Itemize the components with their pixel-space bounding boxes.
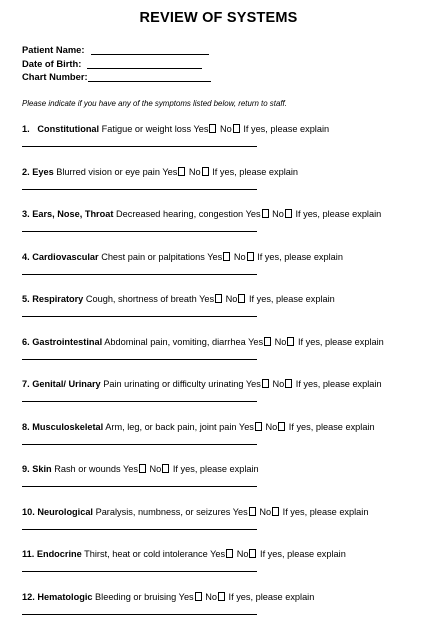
- explain-text: If yes, please explain: [282, 507, 369, 517]
- explanation-line[interactable]: [22, 486, 257, 487]
- explain-text: If yes, please explain: [295, 209, 382, 219]
- explanation-line[interactable]: [22, 529, 257, 530]
- yes-checkbox[interactable]: [209, 124, 216, 133]
- item-description: Arm, leg, or back pain, joint pain: [105, 422, 237, 432]
- explanation-line[interactable]: [22, 231, 257, 232]
- item-number: 2.: [22, 167, 30, 177]
- explanation-line[interactable]: [22, 146, 257, 147]
- item-category: Hematologic: [37, 592, 93, 602]
- item-number: 6.: [22, 337, 30, 347]
- explanation-line[interactable]: [22, 401, 257, 402]
- yes-label: Yes: [248, 337, 264, 347]
- explain-text: If yes, please explain: [243, 124, 330, 134]
- no-label: No: [225, 294, 238, 304]
- symptom-item: [22, 464, 259, 474]
- symptom-item: [22, 252, 343, 262]
- item-description: Thirst, heat or cold intolerance: [84, 549, 208, 559]
- explain-text: If yes, please explain: [257, 252, 343, 262]
- yes-checkbox[interactable]: [249, 507, 256, 516]
- page-title: REVIEW OF SYSTEMS: [139, 10, 298, 26]
- yes-checkbox[interactable]: [223, 252, 230, 261]
- item-number: 7.: [22, 379, 30, 389]
- no-checkbox[interactable]: [202, 167, 209, 176]
- item-description: Bleeding or bruising: [95, 592, 177, 602]
- item-category: Eyes: [32, 167, 54, 177]
- yes-label: Yes: [245, 209, 261, 219]
- item-number: 4.: [22, 252, 30, 262]
- explain-text: If yes, please explain: [248, 294, 335, 304]
- item-number: 5.: [22, 294, 30, 304]
- no-checkbox[interactable]: [238, 294, 245, 303]
- symptom-item: [22, 549, 346, 559]
- no-checkbox[interactable]: [218, 592, 225, 601]
- instruction-text: Please indicate if you have any of the symptoms listed below, return to staff.: [22, 99, 287, 108]
- no-label: No: [272, 209, 284, 219]
- item-category: Cardiovascular: [32, 252, 99, 262]
- item-description: Blurred vision or eye pain: [56, 167, 160, 177]
- yes-checkbox[interactable]: [262, 209, 269, 218]
- yes-label: Yes: [245, 379, 261, 389]
- symptom-item: [22, 294, 335, 304]
- chart-number-label: Chart Number:: [22, 71, 88, 82]
- item-category: Skin: [32, 464, 52, 474]
- yes-label: Yes: [178, 592, 194, 602]
- no-label: No: [236, 549, 249, 559]
- item-number: 12.: [22, 592, 35, 602]
- no-checkbox[interactable]: [249, 549, 256, 558]
- yes-label: Yes: [210, 549, 226, 559]
- explain-text: If yes, please explain: [228, 592, 315, 602]
- symptom-item: [22, 337, 384, 347]
- item-category: Endocrine: [36, 549, 82, 559]
- explain-text: If yes, please explain: [260, 549, 346, 559]
- item-category: Gastrointestinal: [32, 337, 103, 347]
- date-of-birth-field[interactable]: [87, 68, 202, 69]
- symptom-item: [22, 124, 329, 134]
- explain-text: If yes, please explain: [212, 167, 299, 177]
- no-checkbox[interactable]: [287, 337, 294, 346]
- item-description: Abdominal pain, vomiting, diarrhea: [104, 337, 246, 347]
- item-number: 9.: [22, 464, 30, 474]
- item-description: Cough, shortness of breath: [85, 294, 197, 304]
- explain-text: If yes, please explain: [172, 464, 259, 474]
- explain-text: If yes, please explain: [295, 379, 382, 389]
- item-category: Respiratory: [32, 294, 84, 304]
- no-checkbox[interactable]: [285, 209, 292, 218]
- date-of-birth-label: Date of Birth:: [22, 58, 82, 69]
- explanation-line[interactable]: [22, 359, 257, 360]
- symptom-item: [22, 507, 368, 517]
- chart-number-field[interactable]: [88, 81, 211, 82]
- patient-name-field[interactable]: [91, 54, 209, 55]
- item-category: Genital/ Urinary: [32, 379, 101, 389]
- no-checkbox[interactable]: [162, 464, 169, 473]
- yes-checkbox[interactable]: [215, 294, 222, 303]
- symptom-item: [22, 209, 381, 219]
- item-category: Ears, Nose, Throat: [32, 209, 114, 219]
- no-label: No: [265, 422, 278, 432]
- no-checkbox[interactable]: [272, 507, 279, 516]
- explanation-line[interactable]: [22, 274, 257, 275]
- yes-checkbox[interactable]: [255, 422, 262, 431]
- no-label: No: [274, 337, 287, 347]
- no-label: No: [220, 124, 232, 134]
- yes-label: Yes: [193, 124, 209, 134]
- symptom-item: [22, 379, 382, 389]
- explanation-line[interactable]: [22, 571, 257, 572]
- item-number: 1.: [22, 124, 30, 134]
- item-category: Musculoskeletal: [32, 422, 104, 432]
- yes-label: Yes: [232, 507, 248, 517]
- item-description: Decreased hearing, congestion: [115, 209, 244, 219]
- explanation-line[interactable]: [22, 444, 257, 445]
- item-description: Chest pain or palpitations: [101, 252, 205, 262]
- yes-label: Yes: [238, 422, 254, 432]
- no-checkbox[interactable]: [247, 252, 254, 261]
- yes-checkbox[interactable]: [226, 549, 233, 558]
- item-number: 8.: [22, 422, 30, 432]
- item-category: Constitutional: [37, 124, 100, 134]
- patient-name-label: Patient Name:: [22, 44, 85, 55]
- yes-checkbox[interactable]: [262, 379, 269, 388]
- no-checkbox[interactable]: [278, 422, 285, 431]
- item-number: 11.: [22, 549, 35, 559]
- item-description: Paralysis, numbness, or seizures: [95, 507, 231, 517]
- no-label: No: [188, 167, 201, 177]
- symptom-item: [22, 422, 375, 432]
- explanation-line[interactable]: [22, 316, 257, 317]
- explanation-line[interactable]: [22, 189, 257, 190]
- yes-checkbox[interactable]: [264, 337, 271, 346]
- item-description: Pain urinating or difficulty urinating: [103, 379, 244, 389]
- item-description: Fatigue or weight loss: [101, 124, 192, 134]
- no-label: No: [272, 379, 285, 389]
- symptom-item: [22, 592, 314, 602]
- item-category: Neurological: [37, 507, 93, 517]
- item-number: 3.: [22, 209, 30, 219]
- no-checkbox[interactable]: [285, 379, 292, 388]
- no-label: No: [259, 507, 272, 517]
- yes-label: Yes: [207, 252, 223, 262]
- explain-text: If yes, please explain: [288, 422, 375, 432]
- symptom-item: [22, 167, 298, 177]
- explanation-line[interactable]: [22, 614, 257, 615]
- no-checkbox[interactable]: [233, 124, 240, 133]
- item-number: 10.: [22, 507, 35, 517]
- yes-checkbox[interactable]: [195, 592, 202, 601]
- no-label: No: [149, 464, 162, 474]
- explain-text: If yes, please explain: [297, 337, 384, 347]
- yes-label: Yes: [122, 464, 138, 474]
- no-label: No: [205, 592, 217, 602]
- yes-label: Yes: [162, 167, 178, 177]
- no-label: No: [233, 252, 246, 262]
- item-description: Rash or wounds: [54, 464, 121, 474]
- yes-label: Yes: [199, 294, 215, 304]
- yes-checkbox[interactable]: [139, 464, 146, 473]
- yes-checkbox[interactable]: [178, 167, 185, 176]
